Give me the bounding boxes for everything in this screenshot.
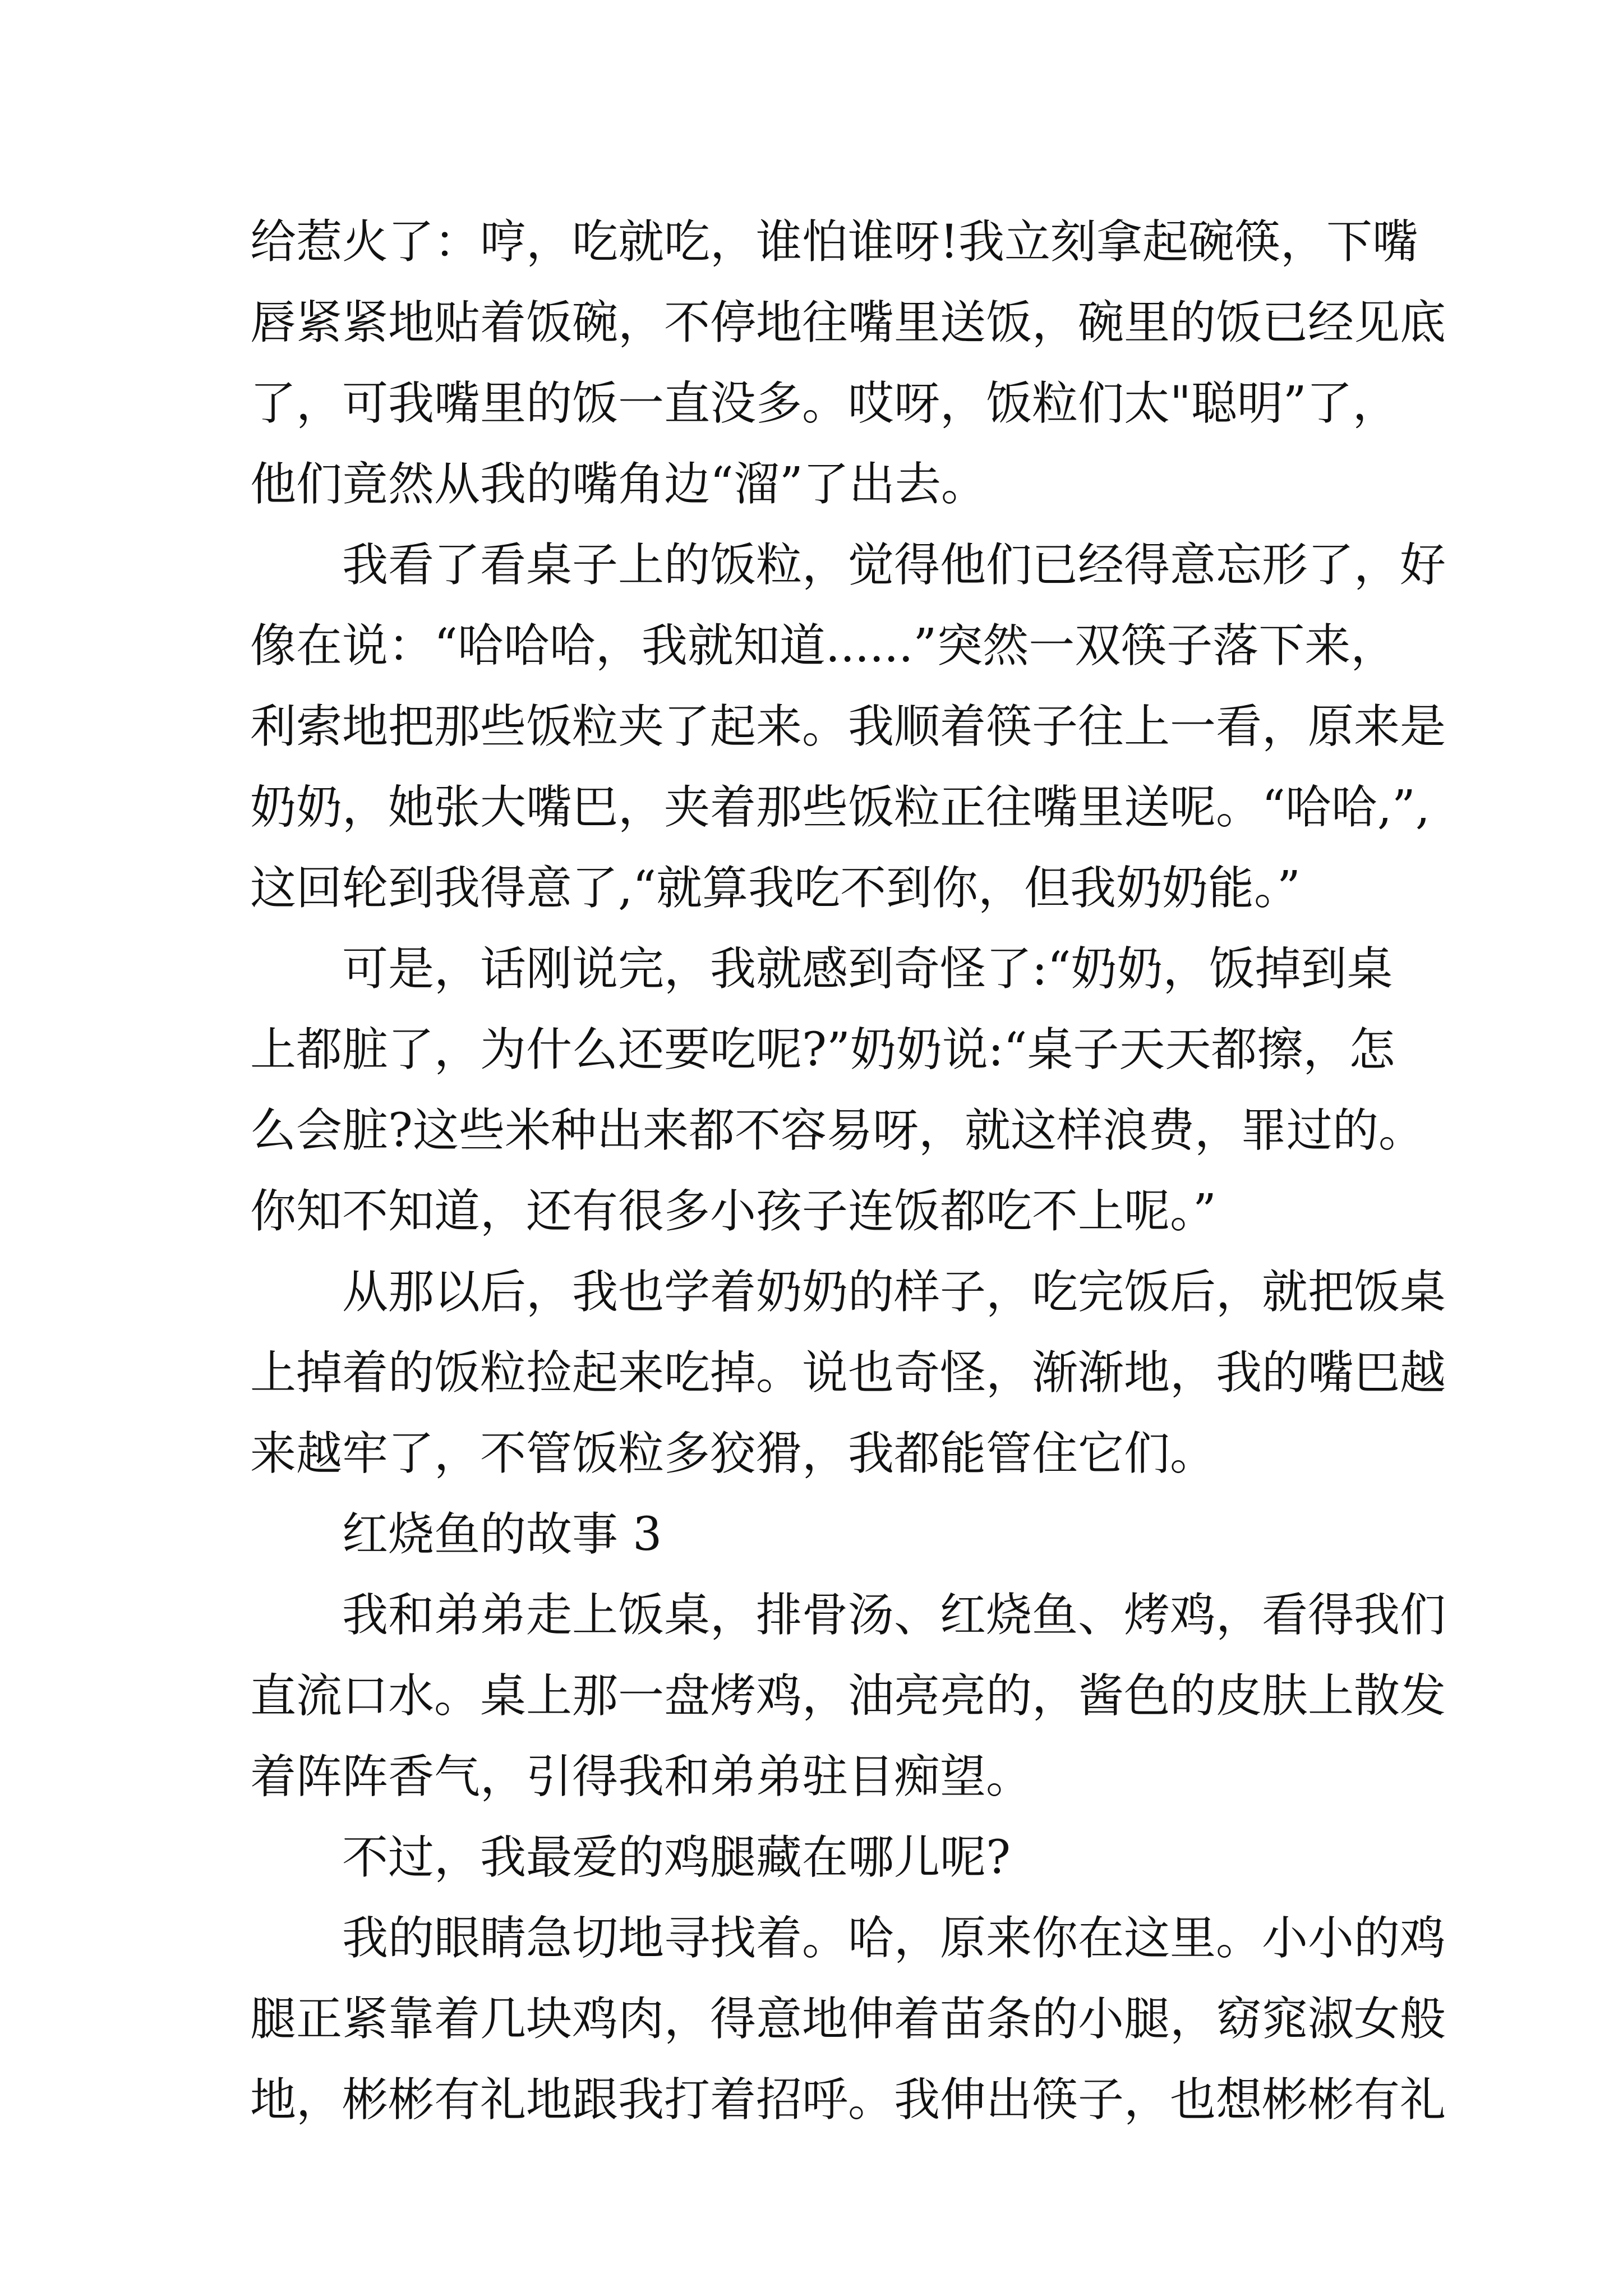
paragraph-2 xyxy=(250,525,1446,929)
paragraph-5 xyxy=(250,1575,1446,1818)
text-line: 这回轮到我得意了,“就算我吃不到你，但我奶奶能。” xyxy=(250,862,1301,915)
text-line: 腿正紧靠着几块鸡肉，得意地伸着苗条的小腿，窈窕淑女般 xyxy=(250,1993,1446,2046)
text-line: 来越牢了，不管饭粒多狡猾，我都能管住它们。 xyxy=(250,1427,1216,1480)
text-line: 唇紧紧地贴着饭碗，不停地往嘴里送饭，碗里的饭已经见底 xyxy=(250,296,1446,349)
text-line: 我的眼睛急切地寻找着。哈，原来你在这里。小小的鸡 xyxy=(342,1912,1446,1965)
text-line: 从那以后，我也学着奶奶的样子，吃完饭后，就把饭桌 xyxy=(342,1266,1446,1319)
paragraph-1 xyxy=(250,202,1446,525)
text-line: 给惹火了：哼，吃就吃，谁怕谁呀!我立刻拿起碗筷，下嘴 xyxy=(250,215,1418,269)
text-line: 地，彬彬有礼地跟我打着招呼。我伸出筷子，也想彬彬有礼 xyxy=(250,2073,1446,2127)
text-line: 上掉着的饭粒捡起来吃掉。说也奇怪，渐渐地，我的嘴巴越 xyxy=(250,1346,1446,1400)
text-line: 么会脏?这些米种出来都不容易呀，就这样浪费，罪过的。 xyxy=(250,1104,1424,1157)
text-line: 不过，我最爱的鸡腿藏在哪儿呢? xyxy=(342,1831,1011,1884)
text-line: 上都脏了，为什么还要吃呢?”奶奶说:“桌子天天都擦，怎 xyxy=(250,1023,1395,1076)
text-line: 你知不知道，还有很多小孩子连饭都吃不上呢。” xyxy=(250,1185,1216,1238)
paragraph-4 xyxy=(250,1252,1446,1494)
text-line: 了，可我嘴里的饭一直没多。哎呀，饭粒们太"聪明”了， xyxy=(250,377,1399,430)
paragraph-7 xyxy=(250,1898,1446,2141)
text-line: 我看了看桌子上的饭粒，觉得他们已经得意忘形了，好 xyxy=(342,539,1446,592)
text-line: 奶奶，她张大嘴巴，夹着那些饭粒正往嘴里送呢。“哈哈,”, xyxy=(250,781,1430,834)
text-line: 利索地把那些饭粒夹了起来。我顺着筷子往上一看，原来是 xyxy=(250,700,1446,753)
text-line: 可是，话刚说完，我就感到奇怪了:“奶奶，饭掉到桌 xyxy=(342,942,1393,996)
text-line: 直流口水。桌上那一盘烤鸡，油亮亮的，酱色的皮肤上散发 xyxy=(250,1669,1446,1723)
text-line: 我和弟弟走上饭桌，排骨汤、红烧鱼、烤鸡，看得我们 xyxy=(342,1589,1446,1642)
text-line: 着阵阵香气，引得我和弟弟驻目痴望。 xyxy=(250,1750,1032,1803)
paragraph-3 xyxy=(250,929,1424,1252)
paragraph-6 xyxy=(250,1818,1394,1898)
section-heading: 红烧鱼的故事 3 xyxy=(342,1508,662,1561)
document-body xyxy=(250,202,1446,2141)
text-line: 他们竟然从我的嘴角边“溜”了出去。 xyxy=(250,458,987,511)
text-line: 像在说：“哈哈哈，我就知道......”突然一双筷子落下来， xyxy=(250,619,1397,673)
